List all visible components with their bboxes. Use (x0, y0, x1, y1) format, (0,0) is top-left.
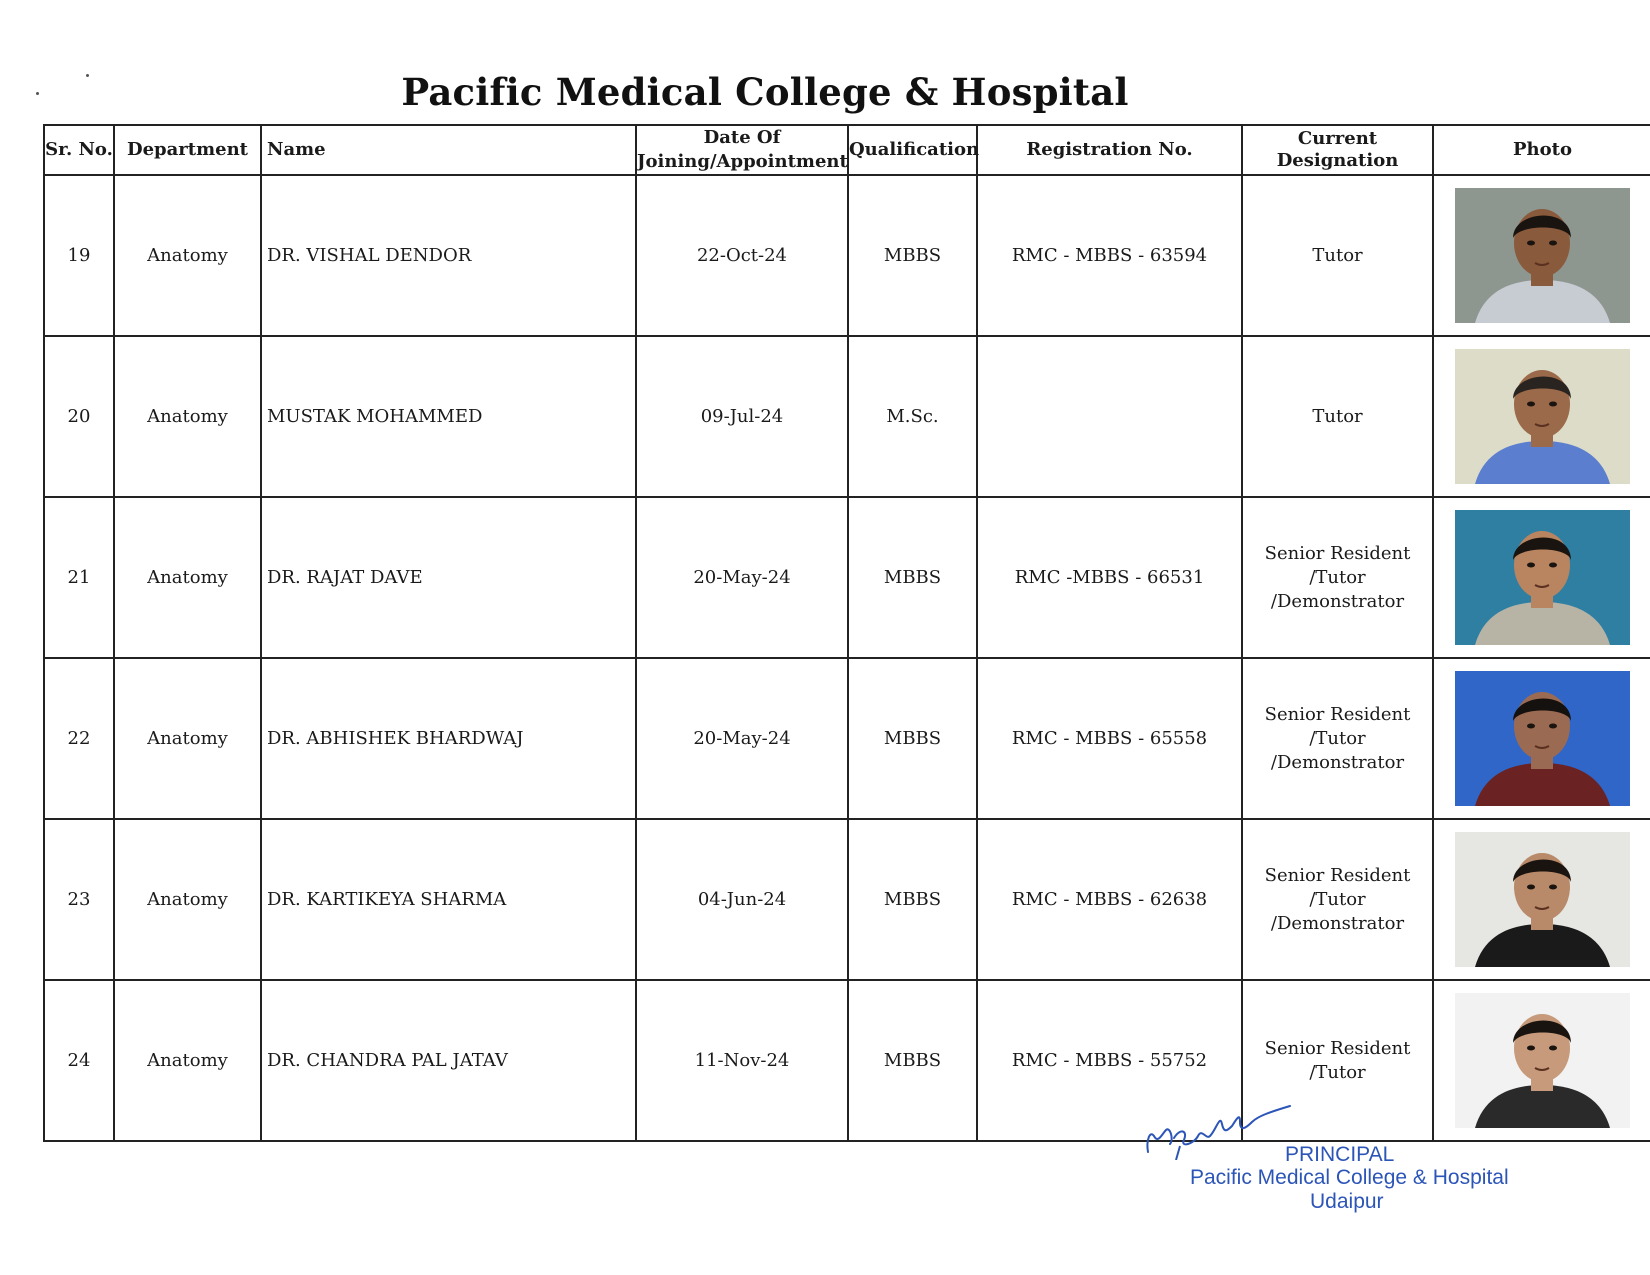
department-cell: Anatomy (114, 175, 261, 336)
table-row (44, 336, 1650, 497)
designation-line: /Tutor (1309, 1061, 1366, 1083)
sr-no-cell: 20 (44, 336, 114, 497)
column-header-date-of-joining (636, 125, 848, 175)
name-cell: DR. CHANDRA PAL JATAV (261, 980, 636, 1141)
qualification-cell: M.Sc. (848, 336, 977, 497)
column-header-photo: Photo (1433, 125, 1650, 175)
column-header-registration: Registration No. (977, 125, 1242, 175)
department-cell: Anatomy (114, 658, 261, 819)
designation-line: Senior Resident (1264, 703, 1411, 725)
department-cell: Anatomy (114, 980, 261, 1141)
staff-photo (1455, 349, 1630, 484)
sr-no-cell: 19 (44, 175, 114, 336)
column-header-sr-no: Sr. No. (44, 125, 114, 175)
qualification-cell: MBBS (848, 497, 977, 658)
designation-line: Senior Resident (1264, 864, 1411, 886)
sr-no-cell: 23 (44, 819, 114, 980)
date-of-joining-cell: 04-Jun-24 (636, 819, 848, 980)
table-row (44, 497, 1650, 658)
date-of-joining-cell: 20-May-24 (636, 497, 848, 658)
qualification-cell: MBBS (848, 658, 977, 819)
table-row (44, 658, 1650, 819)
photo-cell (1433, 658, 1650, 819)
column-header-department: Department (114, 125, 261, 175)
name-cell: DR. RAJAT DAVE (261, 497, 636, 658)
department-cell: Anatomy (114, 336, 261, 497)
table-row (44, 980, 1650, 1141)
photo-cell (1433, 819, 1650, 980)
column-header-date-line2: Joining/Appointment (637, 151, 848, 172)
designation-cell (1242, 336, 1433, 497)
registration-cell (977, 336, 1242, 497)
qualification-cell: MBBS (848, 175, 977, 336)
table-header-row (44, 125, 1650, 175)
staff-photo (1455, 993, 1630, 1128)
designation-cell (1242, 497, 1433, 658)
registration-cell: RMC - MBBS - 63594 (977, 175, 1242, 336)
qualification-cell: MBBS (848, 980, 977, 1141)
staff-photo (1455, 510, 1630, 645)
designation-cell (1242, 819, 1433, 980)
designation-line: /Tutor (1309, 727, 1366, 749)
date-of-joining-cell: 20-May-24 (636, 658, 848, 819)
name-cell: MUSTAK MOHAMMED (261, 336, 636, 497)
registration-cell: RMC -MBBS - 66531 (977, 497, 1242, 658)
designation-cell (1242, 175, 1433, 336)
designation-line: Tutor (1312, 244, 1363, 266)
designation-line: /Tutor (1309, 566, 1366, 588)
photo-cell (1433, 497, 1650, 658)
name-cell: DR. KARTIKEYA SHARMA (261, 819, 636, 980)
registration-cell: RMC - MBBS - 62638 (977, 819, 1242, 980)
designation-line: Senior Resident (1264, 1037, 1411, 1059)
document-title: Pacific Medical College & Hospital (401, 70, 1129, 114)
column-header-designation: Current Designation (1242, 125, 1433, 175)
staff-photo (1455, 671, 1630, 806)
designation-line: /Demonstrator (1270, 751, 1405, 773)
sr-no-cell: 24 (44, 980, 114, 1141)
principal-title: PRINCIPAL (1285, 1143, 1395, 1166)
designation-cell (1242, 658, 1433, 819)
table-row (44, 175, 1650, 336)
registration-cell: RMC - MBBS - 55752 (977, 980, 1242, 1141)
photo-cell (1433, 175, 1650, 336)
principal-city: Udaipur (1310, 1190, 1384, 1213)
designation-line: /Demonstrator (1270, 912, 1405, 934)
date-of-joining-cell: 22-Oct-24 (636, 175, 848, 336)
column-header-name: Name (261, 125, 636, 175)
column-header-qualification: Qualification (848, 125, 977, 175)
qualification-cell: MBBS (848, 819, 977, 980)
table-row (44, 819, 1650, 980)
photo-cell (1433, 980, 1650, 1141)
staff-table (43, 124, 1650, 1142)
photo-cell (1433, 336, 1650, 497)
name-cell: DR. VISHAL DENDOR (261, 175, 636, 336)
column-header-date-line1: Date Of (703, 127, 781, 148)
registration-cell: RMC - MBBS - 65558 (977, 658, 1242, 819)
date-of-joining-cell: 09-Jul-24 (636, 336, 848, 497)
principal-signature (1140, 1100, 1300, 1160)
date-of-joining-cell: 11-Nov-24 (636, 980, 848, 1141)
department-cell: Anatomy (114, 497, 261, 658)
staff-photo (1455, 188, 1630, 323)
sr-no-cell: 21 (44, 497, 114, 658)
sr-no-cell: 22 (44, 658, 114, 819)
department-cell: Anatomy (114, 819, 261, 980)
designation-line: Tutor (1312, 405, 1363, 427)
designation-line: /Tutor (1309, 888, 1366, 910)
principal-institution: Pacific Medical College & Hospital (1190, 1166, 1509, 1189)
designation-line: /Demonstrator (1270, 590, 1405, 612)
designation-line: Senior Resident (1264, 542, 1411, 564)
staff-photo (1455, 832, 1630, 967)
name-cell: DR. ABHISHEK BHARDWAJ (261, 658, 636, 819)
